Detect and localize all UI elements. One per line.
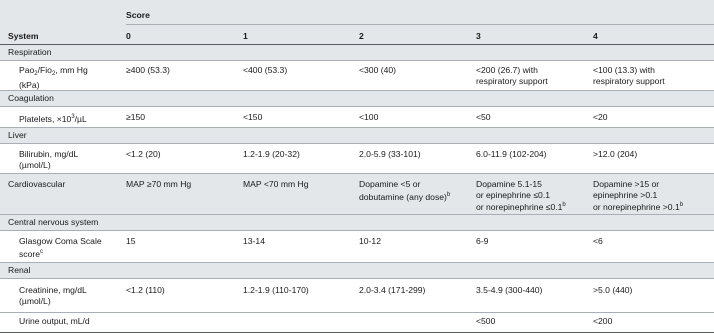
section-title: Respiration [8,47,52,57]
score-0-heading: 0 [126,31,131,41]
section-title: Cardiovascular [8,179,66,189]
score-2-cell: 2.0-5.9 (33-101) [359,149,421,159]
score-1-cell: 1.2-1.9 (20-32) [243,149,300,159]
score-3-cell: <500 [476,316,496,326]
table-row-creatinine [0,279,714,312]
score-underline [126,24,714,25]
section-title: Central nervous system [8,217,99,227]
row-label: Pao$_2$/Fio$_2$, mm Hg (kPa) [19,65,88,90]
section-respiration [0,45,714,60]
score-1-cell: 1.2-1.9 (110-170) [243,285,309,295]
section-renal [0,263,714,278]
score-4-cell: <20 [593,112,608,122]
score-heading: Score [126,10,150,20]
section-liver [0,128,714,143]
table-row-glasgow-coma-scale [0,231,714,262]
section-title: Renal [8,265,31,275]
score-0-cell: <1.2 (20) [126,149,161,159]
score-1-cell: <150 [243,112,263,122]
score-1-heading: 1 [243,31,248,41]
table-row-pao2-fio2 [0,61,714,90]
score-1-cell: <400 (53.3) [243,65,288,75]
score-2-cell: 10-12 [359,236,381,246]
score-0-cell: <1.2 (110) [126,285,165,295]
score-3-cell: 6.0-11.9 (102-204) [476,149,547,159]
score-2-cell: <100 [359,112,379,122]
score-1-cell: MAP <70 mm Hg [243,179,309,189]
score-0-cell: ≥400 (53.3) [126,65,170,75]
section-coagulation [0,91,714,106]
section-title: Liver [8,130,27,140]
row-label: Creatinine, mg/dL (µmol/L) [19,285,87,306]
score-3-cell: 6-9 [476,236,489,246]
score-0-cell: MAP ≥70 mm Hg [126,179,192,189]
table-row-platelets [0,107,714,127]
score-4-cell: <100 (13.3) with respiratory support [593,65,665,86]
section-cns [0,215,714,230]
score-1-cell: 13-14 [243,236,265,246]
score-2-cell: Dopamine <5 or dobutamine (any dose)$^b$ [359,179,451,202]
score-2-heading: 2 [359,31,364,41]
section-title: Coagulation [8,93,54,103]
score-3-heading: 3 [476,31,481,41]
score-3-cell: <50 [476,112,491,122]
table-header [0,0,714,44]
score-4-cell: Dopamine >15 or epinephrine >0.1 or norepinephrine >0.1$^b$ [593,179,684,213]
row-label: Bilirubin, mg/dL (µmol/L) [19,149,79,170]
section-cardiovascular [0,174,714,214]
score-2-cell: <300 (40) [359,65,397,75]
table-row-urine-output [0,313,714,332]
divider [0,332,714,333]
table-row-bilirubin [0,144,714,173]
row-label: Glasgow Coma Scale score$^c$ [19,236,102,259]
score-4-cell: <200 [593,316,613,326]
score-3-cell: 3.5-4.9 (300-440) [476,285,543,295]
score-0-cell: 15 [126,236,136,246]
row-label: Platelets, $\times 10^3/\mu L$ [19,114,87,124]
score-0-cell: ≥150 [126,112,146,122]
score-3-cell: <200 (26.7) with respiratory support [476,65,548,86]
score-3-cell: Dopamine 5.1-15 or epinephrine ≤0.1 or norepinephrine ≤0.1$^b$ [476,179,566,213]
score-4-cell: <6 [593,236,603,246]
score-2-cell: 2.0-3.4 (171-299) [359,285,426,295]
row-label: Urine output, mL/d [19,316,90,326]
score-4-cell: >12.0 (204) [593,149,638,159]
system-heading: System [8,31,39,41]
score-4-heading: 4 [593,31,598,41]
score-4-cell: >5.0 (440) [593,285,633,295]
